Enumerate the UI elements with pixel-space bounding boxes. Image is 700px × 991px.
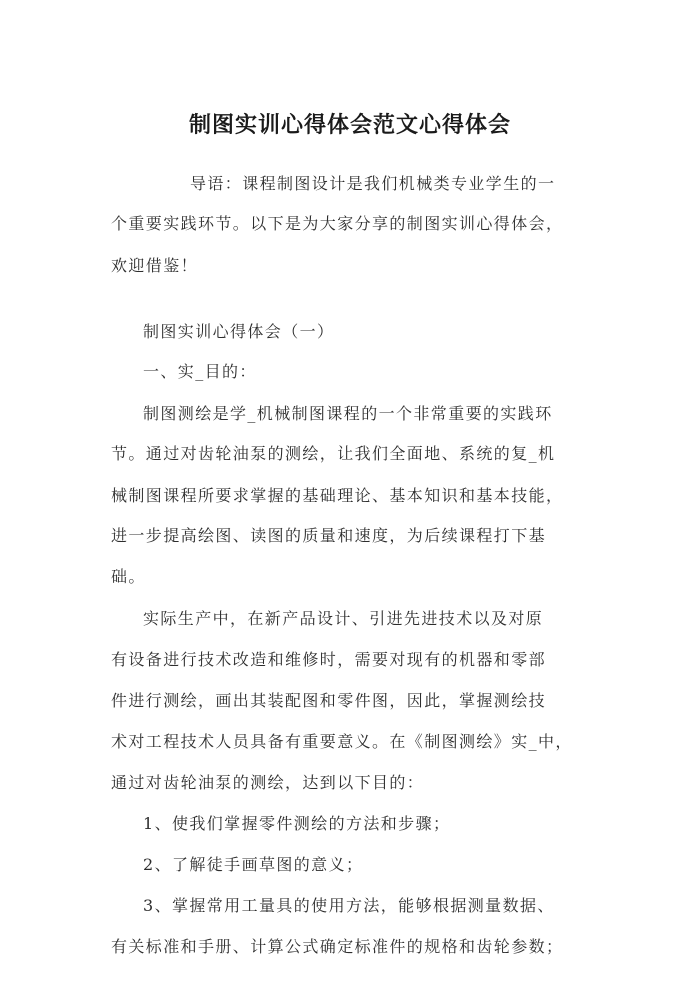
paragraph-line: 件进行测绘，画出其装配图和零件图，因此，掌握测绘技 — [111, 691, 547, 710]
paragraph-line: 术对工程技术人员具备有重要意义。在《制图测绘》实_中， — [111, 732, 573, 751]
paragraph-line: 有设备进行技术改造和维修时，需要对现有的机器和零部 — [111, 650, 547, 669]
paragraph-line: 制图测绘是学_机械制图课程的一个非常重要的实践环 — [143, 404, 553, 423]
list-item: 1、使我们掌握零件测绘的方法和步骤； — [143, 814, 451, 833]
paragraph-line: 节。通过对齿轮油泵的测绘，让我们全面地、系统的复_机 — [111, 444, 556, 463]
subheading: 一、实_目的： — [143, 362, 257, 381]
intro-line: 个重要实践环节。以下是为大家分享的制图实训心得体会， — [111, 214, 564, 233]
list-item: 3、掌握常用工量具的使用方法，能够根据测量数据、 — [143, 896, 555, 915]
list-item: 有关标准和手册、计算公式确定标准件的规格和齿轮参数； — [111, 937, 564, 956]
intro-line: 欢迎借鉴！ — [111, 256, 199, 275]
list-item: 2、了解徒手画草图的意义； — [143, 855, 364, 874]
document-title: 制图实训心得体会范文心得体会 — [188, 113, 511, 138]
paragraph-line: 实际生产中，在新产品设计、引进先进技术以及对原 — [143, 609, 544, 628]
section-heading: 制图实训心得体会（一） — [143, 322, 335, 341]
paragraph-line: 通过对齿轮油泵的测绘，达到以下目的： — [111, 773, 425, 792]
paragraph-line: 础。 — [111, 567, 146, 586]
intro-line: 导语：课程制图设计是我们机械类专业学生的一 — [190, 174, 556, 193]
paragraph-line: 械制图课程所要求掌握的基础理论、基本知识和基本技能， — [111, 486, 564, 505]
paragraph-line: 进一步提高绘图、读图的质量和速度，为后续课程打下基 — [111, 526, 547, 545]
